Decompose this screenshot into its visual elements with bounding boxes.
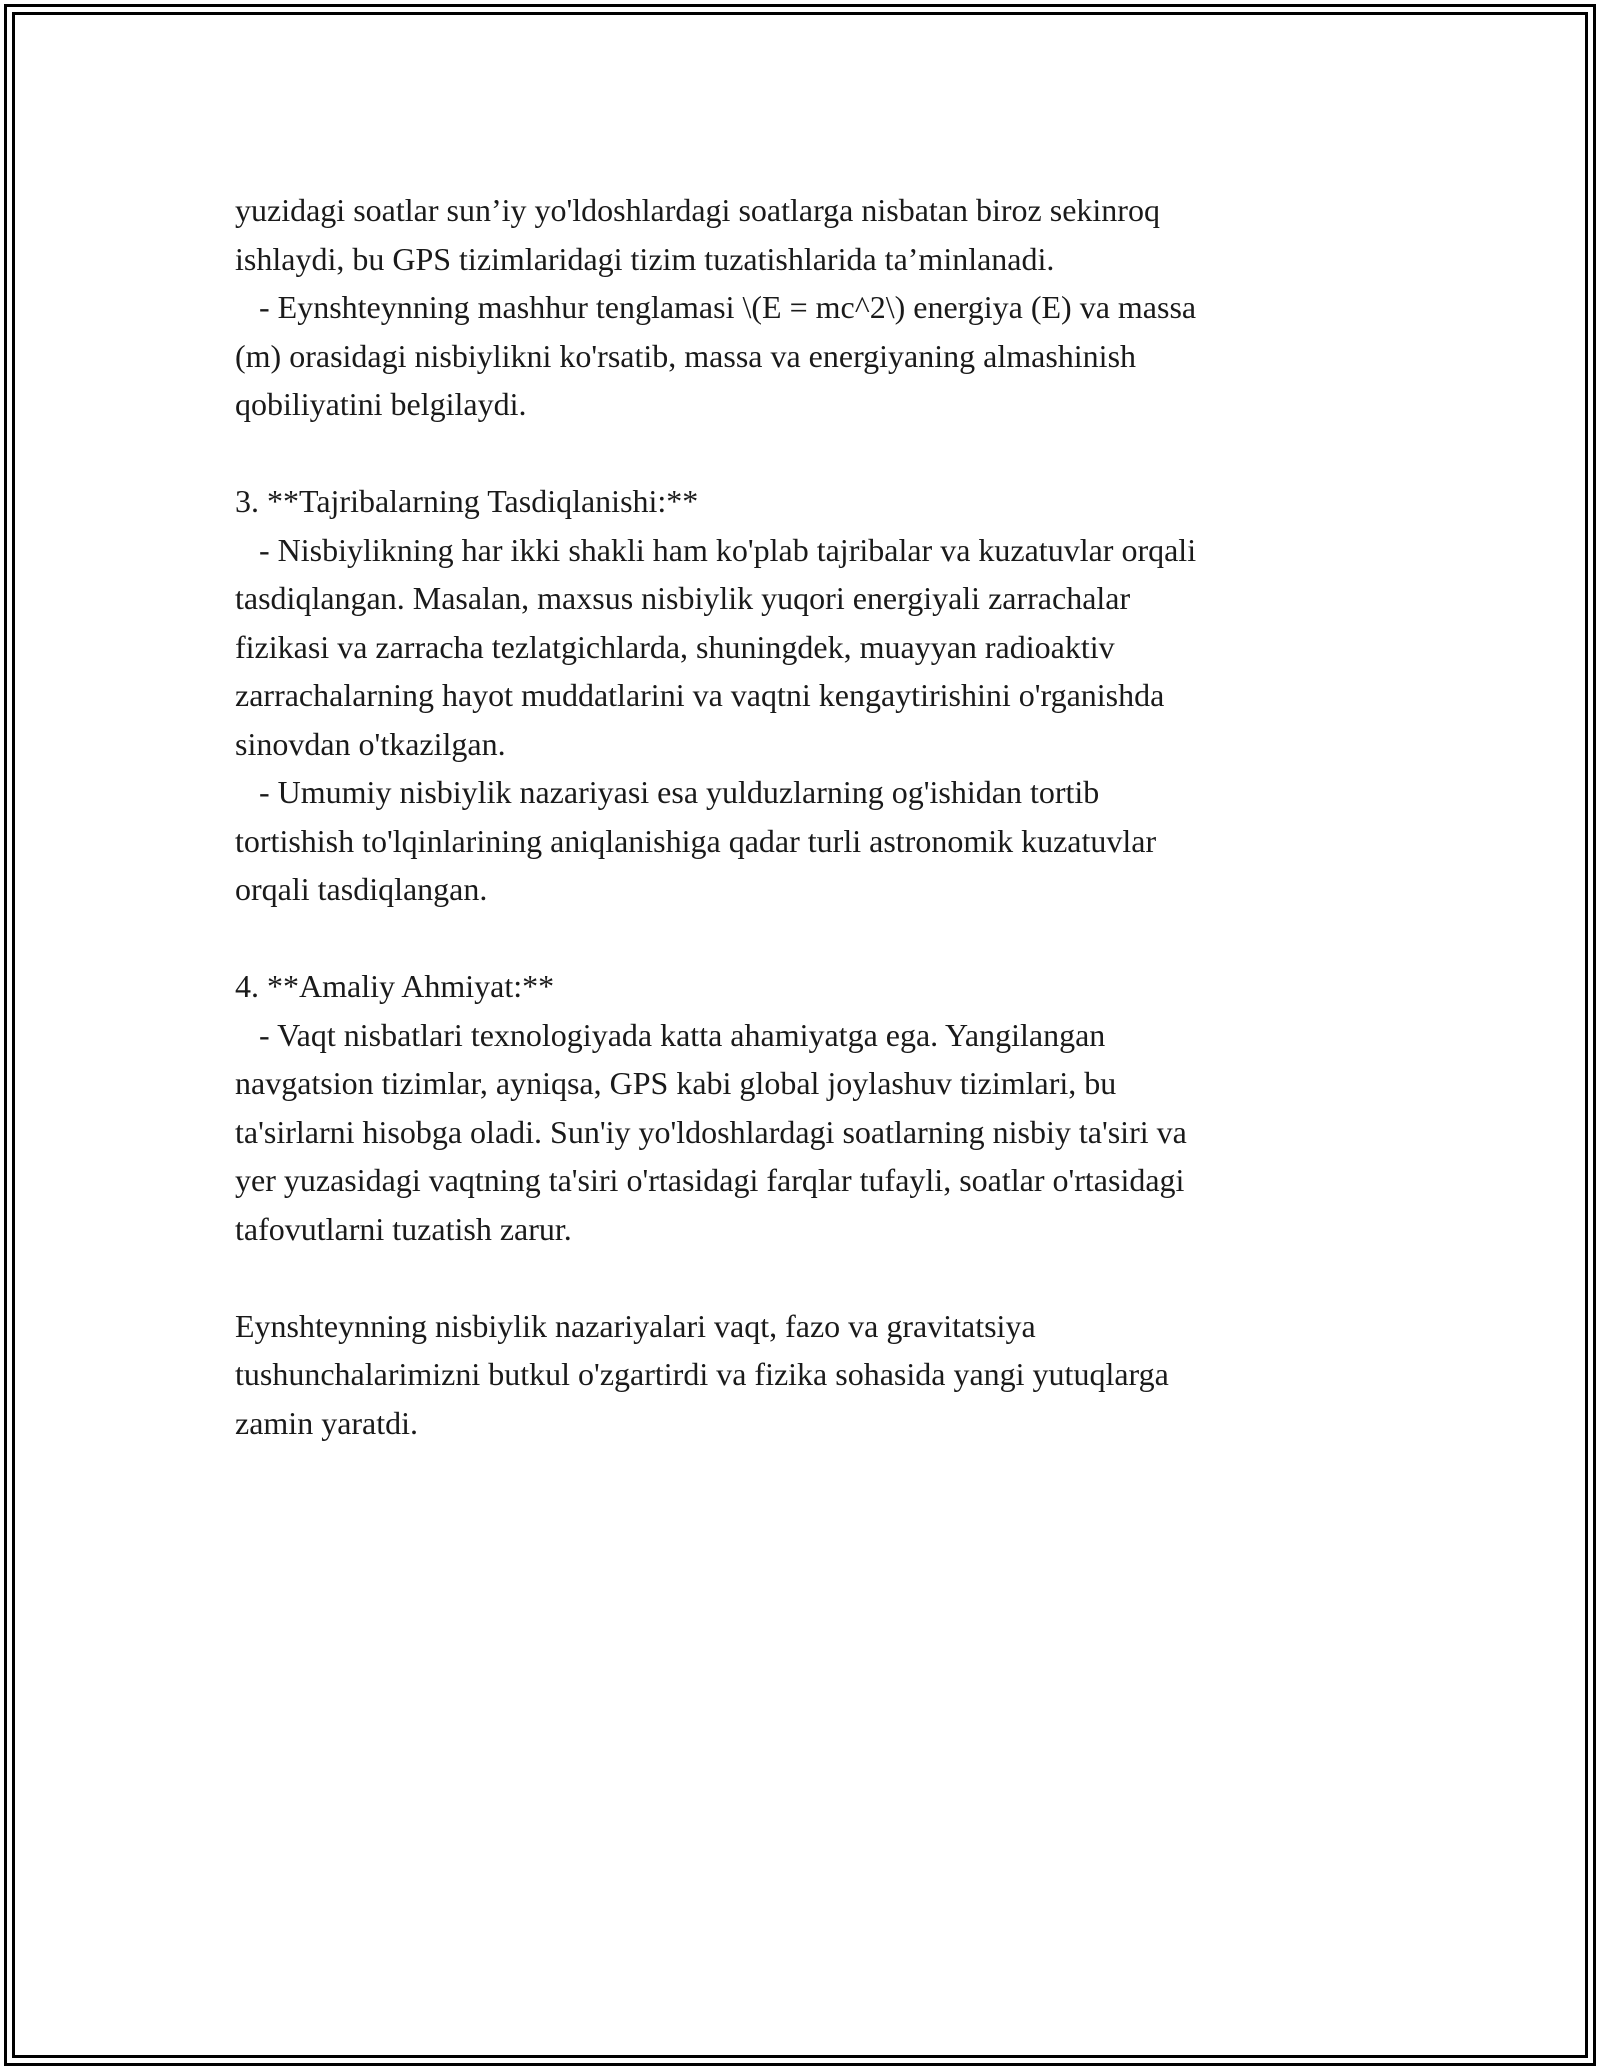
text-line: tafovutlarni tuzatish zarur. bbox=[235, 1210, 572, 1247]
text-line: - Umumiy nisbiylik nazariyasi esa yulduzlarning og'ishidan tortib bbox=[235, 774, 1100, 810]
blank-line bbox=[235, 1253, 1365, 1302]
text-line: - Nisbiylikning har ikki shakli ham ko'plab tajribalar va kuzatuvlar orqali bbox=[235, 531, 1197, 568]
section-heading: 4. **Amaliy Ahmiyat:** bbox=[235, 968, 555, 1004]
text-line: qobiliyatini belgilaydi. bbox=[235, 386, 527, 422]
text-line: orqali tasdiqlangan. bbox=[235, 871, 488, 907]
section-heading: 3. **Tajribalarning Tasdiqlanishi:** bbox=[235, 483, 699, 519]
text-line: yuzidagi soatlar sun’iy yo'ldoshlardagi soatlarga nisbatan biroz sekinroq bbox=[235, 192, 1160, 228]
text-line: zarrachalarning hayot muddatlarini va vaqtni kengaytirishini o'rganishda bbox=[235, 677, 1165, 713]
text-line: zamin yaratdi. bbox=[235, 1404, 419, 1441]
text-line: navgatsion tizimlar, ayniqsa, GPS kabi global joylashuv tizimlari, bu bbox=[235, 1065, 1117, 1101]
text-line: - Vaqt nisbatlari texnologiyada katta ahamiyatga ega. Yangilangan bbox=[235, 1016, 1106, 1053]
text-line: yer yuzasidagi vaqtning ta'siri o'rtasidagi farqlar tufayli, soatlar o'rtasidagi bbox=[235, 1162, 1185, 1198]
text-line: ishlaydi, bu GPS tizimlaridagi tizim tuzatishlarida ta’minlanadi. bbox=[235, 240, 1055, 277]
text-line: fizikasi va zarracha tezlatgichlarda, shuningdek, muayyan radioaktiv bbox=[235, 628, 1115, 665]
text-line: (m) orasidagi nisbiylikni ko'rsatib, massa va energiyaning almashinish bbox=[235, 337, 1137, 374]
document-body bbox=[235, 186, 1365, 1447]
blank-line bbox=[235, 914, 1365, 963]
text-line: sinovdan o'tkazilgan. bbox=[235, 725, 506, 762]
blank-line bbox=[235, 429, 1365, 478]
text-line: tasdiqlangan. Masalan, maxsus nisbiylik yuqori energiyali zarrachalar bbox=[235, 580, 1131, 616]
text-line: tushunchalarimizni butkul o'zgartirdi va fizika sohasida yangi yutuqlarga bbox=[235, 1356, 1169, 1392]
text-line: ta'sirlarni hisobga oladi. Sun'iy yo'ldoshlardagi soatlarning nisbiy ta'siri va bbox=[235, 1113, 1187, 1150]
text-line: tortishish to'lqinlarining aniqlanishiga qadar turli astronomik kuzatuvlar bbox=[235, 822, 1157, 859]
text-line: Eynshteynning nisbiylik nazariyalari vaqt, fazo va gravitatsiya bbox=[235, 1307, 1036, 1344]
text-line: - Eynshteynning mashhur tenglamasi \(E = mc^2\) energiya (E) va massa bbox=[235, 289, 1197, 325]
